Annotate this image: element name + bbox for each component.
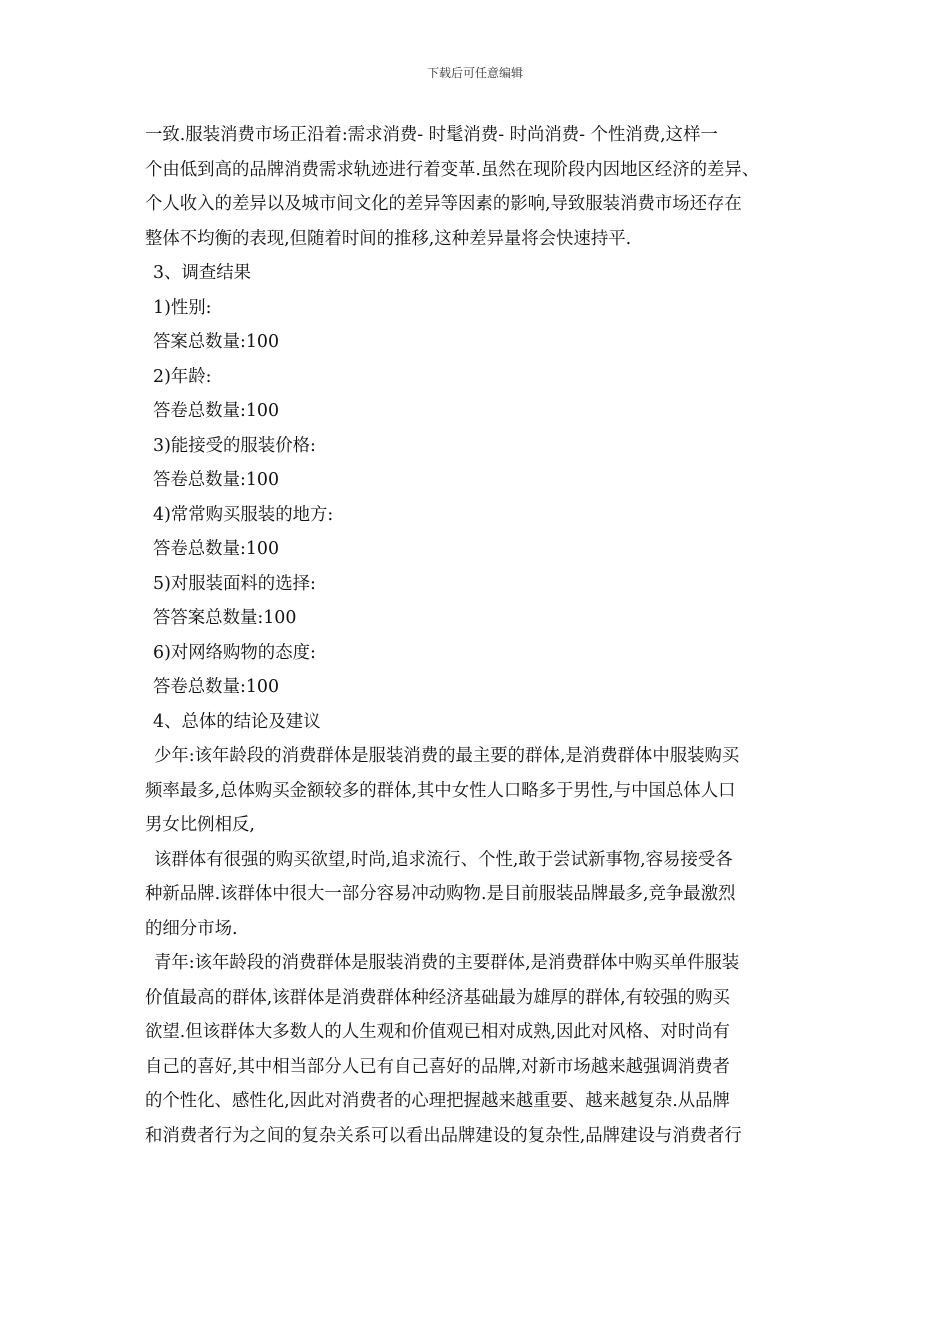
text-line: 频率最多,总体购买金额较多的群体,其中女性人口略多于男性,与中国总体人口: [145, 780, 736, 801]
text-line: 答答案总数量:100: [153, 608, 297, 628]
text-line: 的细分市场.: [145, 918, 238, 939]
document-body: [145, 118, 810, 1153]
text-line: 4)常常购买服装的地方:: [153, 504, 334, 525]
text-line: 答卷总数量:100: [153, 470, 280, 490]
text-line: 欲望.但该群体大多数人的人生观和价值观已相对成熟,因此对风格、对时尚有: [145, 1022, 730, 1042]
text-line: 2)年龄:: [153, 366, 212, 387]
text-line: 种新品牌.该群体中很大一部分容易冲动购物.是目前服装品牌最多,竞争最激烈: [145, 884, 736, 904]
text-line: 一致.服装消费市场正沿着:需求消费- 时髦消费- 时尚消费- 个性消费,这样一: [145, 125, 718, 145]
text-line: 5)对服装面料的选择:: [153, 573, 316, 594]
text-line: 的个性化、感性化,因此对消费者的心理把握越来越重要、越来越复杂.从品牌: [145, 1091, 730, 1111]
text-line: 4、总体的结论及建议: [153, 711, 321, 732]
text-line: 个由低到高的品牌消费需求轨迹进行着变革.虽然在现阶段内因地区经济的差异、: [145, 159, 760, 180]
text-line: 答卷总数量:100: [153, 539, 280, 559]
text-line: 少年:该年龄段的消费群体是服装消费的最主要的群体,是消费群体中服装购买: [154, 746, 740, 766]
text-line: 3)能接受的服装价格:: [153, 435, 316, 456]
text-line: 6)对网络购物的态度:: [153, 642, 316, 663]
text-line: 答卷总数量:100: [153, 401, 280, 421]
text-line: 个人收入的差异以及城市间文化的差异等因素的影响,导致服装消费市场还存在: [145, 194, 742, 214]
text-line: 男女比例相反,: [145, 815, 255, 835]
text-line: 该群体有很强的购买欲望,时尚,追求流行、个性,敢于尝试新事物,容易接受各: [154, 849, 733, 870]
text-line: 答案总数量:100: [153, 332, 280, 352]
text-line: 自己的喜好,其中相当部分人已有自己喜好的品牌,对新市场越来越强调消费者: [145, 1056, 730, 1077]
text-line: 3、调查结果: [153, 263, 252, 283]
text-line: 青年:该年龄段的消费群体是服装消费的主要群体,是消费群体中购买单件服装: [154, 953, 740, 973]
text-line: 和消费者行为之间的复杂关系可以看出品牌建设的复杂性,品牌建设与消费者行: [145, 1125, 742, 1146]
text-line: 价值最高的群体,该群体是消费群体种经济基础最为雄厚的群体,有较强的购买: [145, 987, 730, 1008]
text-line: 答卷总数量:100: [153, 677, 280, 697]
text-line: 1)性别:: [153, 297, 212, 318]
page-header: 下载后可任意编辑: [426, 66, 523, 80]
text-line: 整体不均衡的表现,但随着时间的推移,这种差异量将会快速持平.: [145, 228, 632, 249]
